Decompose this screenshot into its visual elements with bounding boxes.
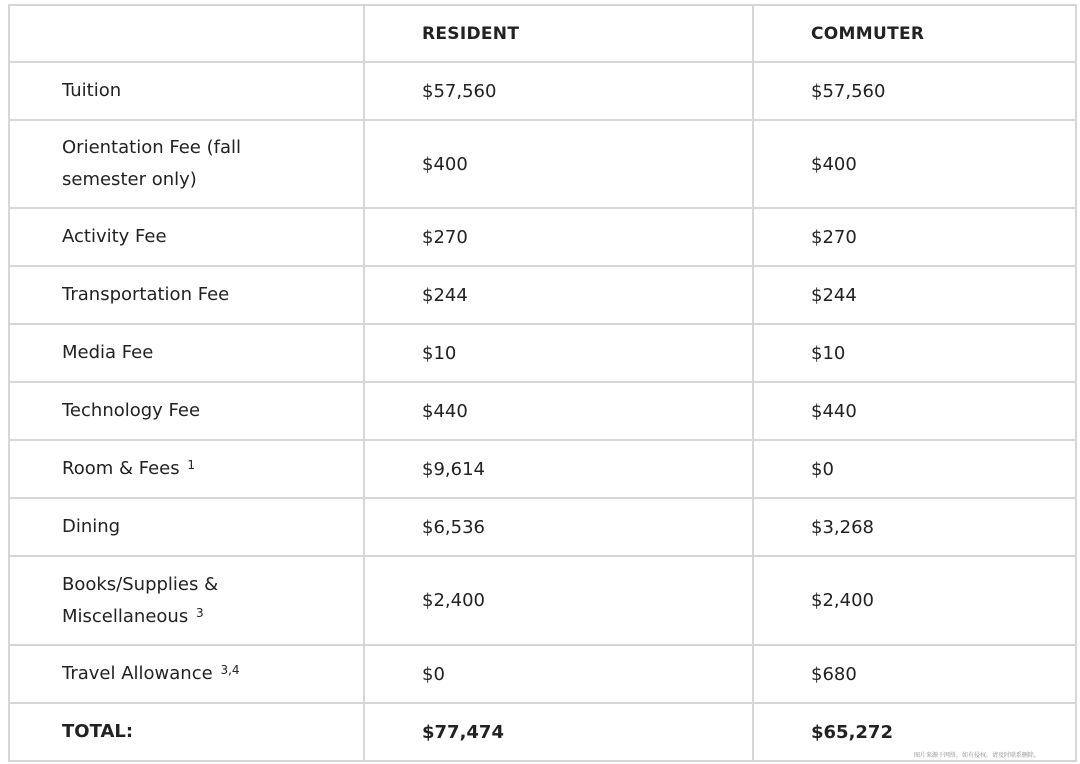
total-commuter: $65,272: [753, 703, 1076, 761]
resident-value: $6,536: [364, 498, 753, 556]
resident-value: $57,560: [364, 62, 753, 120]
footnote-marker: 3: [195, 605, 204, 620]
resident-value: $244: [364, 266, 753, 324]
resident-value: $9,614: [364, 440, 753, 498]
table-row: [9, 382, 1076, 440]
table-row: [9, 498, 1076, 556]
resident-value: $440: [364, 382, 753, 440]
row-label: Orientation Fee (fall semester only): [9, 120, 364, 208]
commuter-value: $440: [753, 382, 1076, 440]
footnote-marker: 1: [187, 458, 196, 472]
resident-value: $270: [364, 208, 753, 266]
resident-value: $0: [364, 645, 753, 703]
total-resident: $77,474: [364, 703, 753, 761]
commuter-value: $680: [753, 645, 1076, 703]
resident-value: $10: [364, 324, 753, 382]
table-row: [9, 120, 1076, 208]
commuter-value: $400: [753, 120, 1076, 208]
table-row: [9, 266, 1076, 324]
table-row: [9, 645, 1076, 703]
commuter-value: $57,560: [753, 62, 1076, 120]
header-resident: RESIDENT: [364, 5, 753, 62]
row-label: Tuition: [9, 62, 364, 120]
table-row: [9, 208, 1076, 266]
table-row: [9, 440, 1076, 498]
row-label: Dining: [9, 498, 364, 556]
row-label: Media Fee: [9, 324, 364, 382]
row-label: Room & Fees $^1$: [9, 440, 364, 498]
table-row: [9, 556, 1076, 645]
row-label: Books/Supplies & Miscellaneous $^3$: [9, 556, 364, 645]
header-commuter: COMMUTER: [753, 5, 1076, 62]
resident-value: $400: [364, 120, 753, 208]
row-label: Travel Allowance $^{3,4}$: [9, 645, 364, 703]
row-label: Activity Fee: [9, 208, 364, 266]
row-label: Technology Fee: [9, 382, 364, 440]
watermark-text: 图片来源于网络，如有侵权，请及时联系删除。: [913, 752, 1040, 759]
footnote-marker: 3,4: [220, 663, 240, 677]
commuter-value: $3,268: [753, 498, 1076, 556]
cost-table: [8, 4, 1077, 762]
row-label: Transportation Fee: [9, 266, 364, 324]
total-label: TOTAL:: [9, 703, 364, 761]
commuter-value: $270: [753, 208, 1076, 266]
commuter-value: $2,400: [753, 556, 1076, 645]
table-row: [9, 324, 1076, 382]
header-blank-cell: [9, 5, 364, 62]
table-row: [9, 62, 1076, 120]
commuter-value: $0: [753, 440, 1076, 498]
commuter-value: $10: [753, 324, 1076, 382]
resident-value: $2,400: [364, 556, 753, 645]
header-row: [9, 5, 1076, 62]
commuter-value: $244: [753, 266, 1076, 324]
